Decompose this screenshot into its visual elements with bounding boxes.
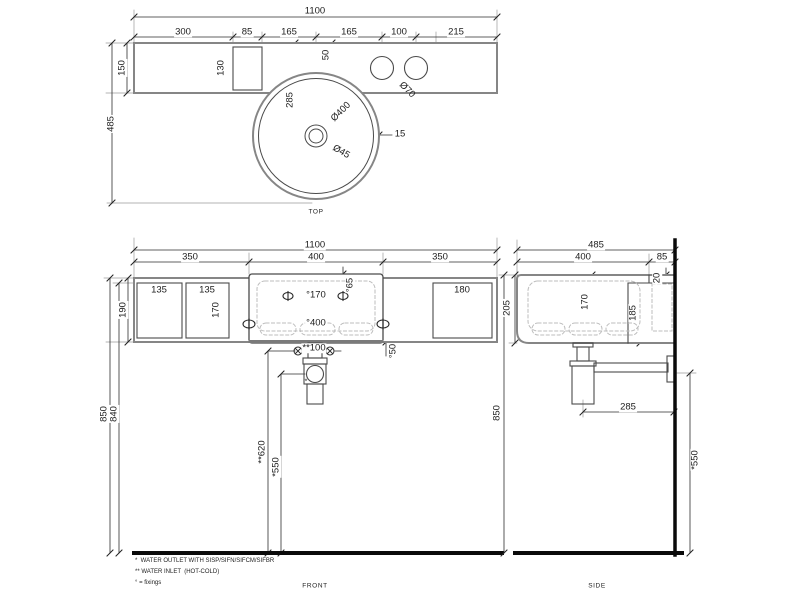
side-profile bbox=[517, 275, 674, 343]
dim-top-cutout-depth: 130 bbox=[215, 60, 227, 76]
outlet-mark: * bbox=[304, 378, 308, 386]
dim-side-profile-height: 205 bbox=[501, 300, 513, 316]
top-view-title: TOP bbox=[308, 208, 324, 216]
dim-front-cutout-1: 135 bbox=[151, 284, 167, 296]
dim-side-seg-1: 400 bbox=[575, 251, 591, 263]
note-water-outlet: * WATER OUTLET WITH SISP/SIFN/SIFCM/SIFBR bbox=[135, 558, 275, 564]
dim-basin-diameter: Ø400 bbox=[328, 99, 353, 124]
side-view-title: SIDE bbox=[588, 582, 606, 590]
dim-inlet-span: **100 bbox=[302, 342, 326, 354]
note-fixings: ° = fixings bbox=[135, 580, 162, 586]
dim-fixing-offset-bottom: °50 bbox=[387, 343, 399, 359]
top-view-linework bbox=[106, 10, 500, 206]
dim-outlet-height-front: *550 bbox=[270, 457, 282, 477]
dim-front-seg-center: 400 bbox=[308, 251, 324, 263]
basin-outer-circle bbox=[253, 73, 379, 199]
dim-top-chain-2: 85 bbox=[241, 26, 253, 38]
dim-side-mount-height: 850 bbox=[491, 405, 503, 421]
dim-side-depth-total: 485 bbox=[588, 239, 604, 251]
dim-front-seg-right: 350 bbox=[432, 251, 448, 263]
dim-front-cutout-height: 170 bbox=[210, 302, 222, 318]
dim-top-chain-1: 300 bbox=[175, 26, 191, 38]
dim-front-total-width: 1100 bbox=[304, 239, 326, 251]
dim-fixing-span-upper: °170 bbox=[306, 289, 326, 301]
dim-trap-to-wall: 285 bbox=[620, 401, 636, 413]
dim-top-chain-4: 165 bbox=[341, 26, 357, 38]
dim-side-bowl-depth: 170 bbox=[579, 294, 591, 310]
dim-top-depth-total: 485 bbox=[105, 116, 117, 132]
dim-front-mount-height-alt: 840 bbox=[108, 406, 120, 422]
dim-front-cutout-right: 180 bbox=[454, 284, 470, 296]
dim-fixing-span-lower: °400 bbox=[306, 317, 326, 329]
dim-front-cutout-2: 135 bbox=[199, 284, 215, 296]
dim-top-chain-6: 215 bbox=[448, 26, 464, 38]
dim-top-total-width: 1100 bbox=[304, 5, 326, 17]
basin-apron-panel bbox=[249, 274, 383, 343]
dim-side-seg-2: 85 bbox=[656, 251, 668, 263]
dim-drain-diameter: Ø45 bbox=[330, 142, 352, 162]
dim-top-counter-depth: 150 bbox=[116, 60, 128, 76]
dim-top-chain-5: 100 bbox=[391, 26, 407, 38]
dim-inlet-height: **620 bbox=[256, 440, 268, 464]
dim-top-basin-center: 285 bbox=[284, 92, 296, 108]
dim-outlet-height-side: *550 bbox=[689, 450, 701, 470]
dim-side-step: 20 bbox=[651, 272, 663, 284]
dim-top-tap-offset: 50 bbox=[320, 49, 332, 61]
dim-tap-diameter: Ø70 bbox=[396, 79, 418, 101]
dim-fixing-offset-top: °65 bbox=[344, 277, 356, 293]
side-trap bbox=[570, 343, 675, 404]
dim-front-seg-left: 350 bbox=[182, 251, 198, 263]
dim-front-mount-height: 850 bbox=[98, 406, 110, 422]
dim-front-apron-height: 190 bbox=[117, 302, 129, 318]
dim-side-back-height: 185 bbox=[627, 305, 639, 321]
side-view-linework bbox=[499, 240, 696, 556]
dim-rim-thickness: 15 bbox=[394, 128, 406, 140]
dim-top-chain-3: 165 bbox=[281, 26, 297, 38]
note-water-inlet: ** WATER INLET (HOT-COLD) bbox=[135, 569, 220, 575]
front-view-title: FRONT bbox=[302, 582, 328, 590]
